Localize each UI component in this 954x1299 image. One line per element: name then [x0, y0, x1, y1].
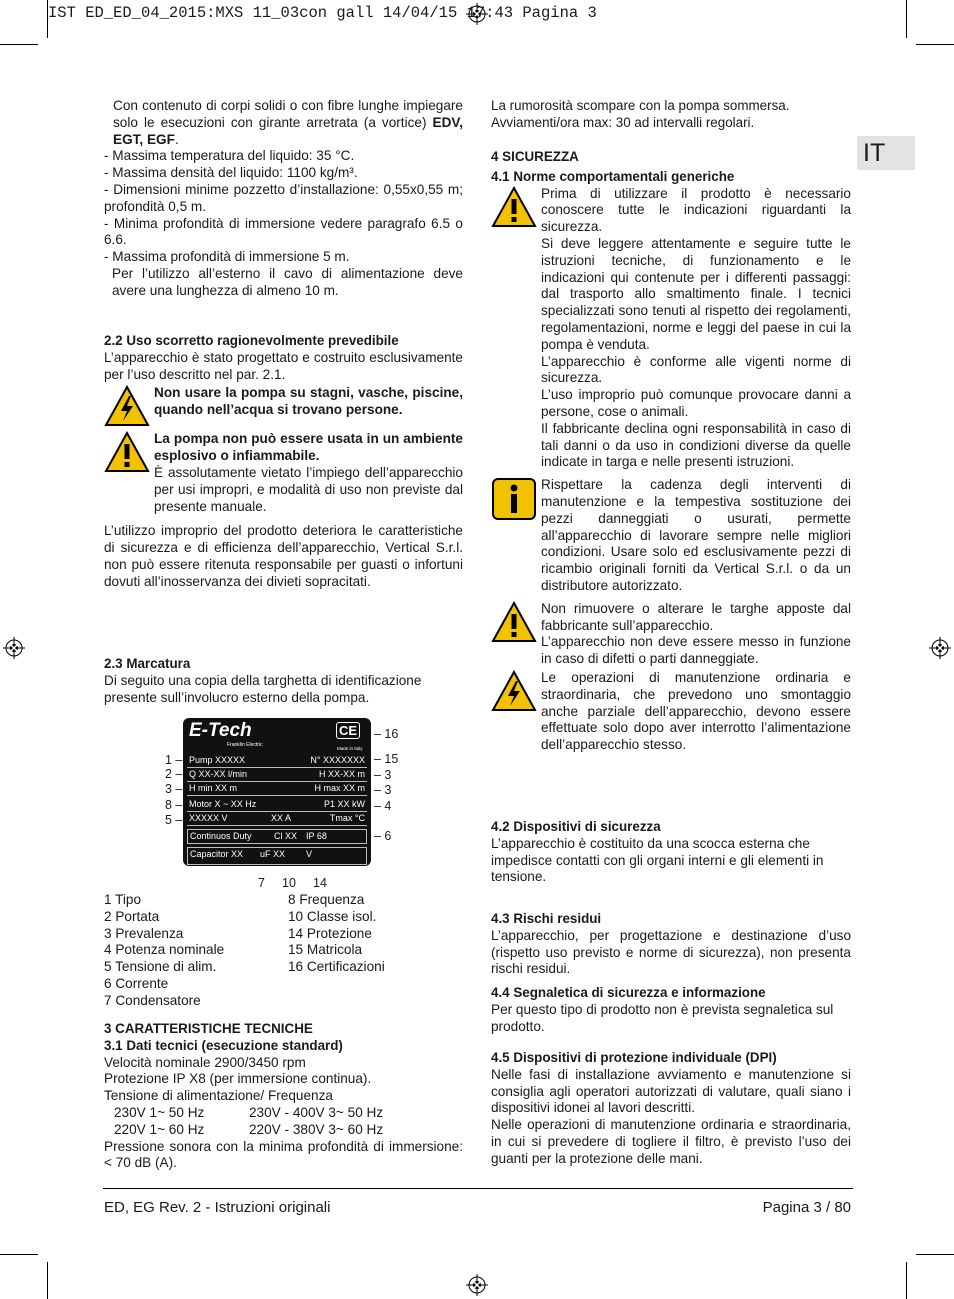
crop-mark — [916, 1254, 954, 1255]
residual-risks-text: L’apparecchio, per progettazione e destinazione d’uso (rispetto uso previsto e norme di sicurezza), non presenta rischi residui. — [491, 927, 851, 977]
warning-block-2 — [104, 431, 463, 515]
callout-number: 2 – — [165, 767, 183, 781]
safety-text-2: Si deve leggere attentamente e seguire tutte le istruzioni tecniche, di funzionamento e le indicazioni qui contenute per i differenti passaggi: dal trasporto allo smaltimento finale. I tecnici specializzati sono tenuti al rispetto dei regolamenti, regolamentazioni, norme e leggi del paese in cui la pompa è venduta. — [541, 235, 851, 352]
warning-triangle-icon — [491, 601, 537, 643]
ce-mark: CE — [336, 722, 360, 739]
warning-text-2-bold: La pompa non può essere usata in un ambiente esplosivo o infiammabile. — [154, 431, 463, 464]
section-4-5 — [491, 1050, 851, 1168]
print-header: IST ED_ED_04_2015:MXS 11_03con gall 14/04/15 17:43 Pagina 3 — [48, 4, 597, 22]
callout-number: 10 — [282, 876, 296, 890]
heading-3: 3 CARATTERISTICHE TECNICHE — [104, 1021, 313, 1036]
bullet-temperature: - Massima temperatura del liquido: 35 °C. — [104, 148, 355, 164]
plates-text-2: L’apparecchio non deve essere messo in funzione in caso di difetti o parti danneggiate. — [541, 634, 851, 667]
legend-item: 6 Corrente — [104, 975, 169, 991]
noise-line: La rumorosità scompare con la pompa sommersa. — [491, 98, 790, 113]
heading-4-2: 4.2 Dispositivi di sicurezza — [491, 819, 661, 834]
bullet-min-depth: - Minima profondità di immersione vedere paragrafo 6.5 o 6.6. — [104, 215, 463, 248]
warning-triangle-icon — [491, 186, 537, 228]
protection-line: Protezione IP X8 (per immersione continua). — [104, 1071, 372, 1087]
language-tab: IT — [857, 136, 915, 170]
crop-mark — [0, 1254, 38, 1255]
legend-left — [104, 892, 284, 1010]
callout-number: – 3 — [374, 768, 392, 782]
callout-number: – 15 — [374, 752, 399, 766]
heading-2-2: 2.2 Uso scorretto ragionevolmente prevedibile — [104, 333, 399, 348]
callout-number: 5 – — [165, 813, 183, 827]
maintenance-text: Le operazioni di manutenzione ordinaria e straordinaria, che prevedono uno smontaggio anche parziale dell’apparecchio, devono essere effettuate solo dopo aver interrotto l’alimentazione dell’apparecchio stesso. — [541, 669, 851, 753]
voltage-row-50: 230V 1~ 50 Hz 230V - 400V 3~ 50 Hz — [114, 1104, 384, 1120]
plates-text-1: Non rimuovere o alterare le targhe apposte dal fabbricante sull’apparecchio. — [541, 600, 851, 633]
voltage-title: Tensione di alimentazione/ Frequenza — [104, 1088, 333, 1104]
starts-line: Avviamenti/ora max: 30 ad intervalli regolari. — [491, 114, 755, 130]
callout-number: 14 — [313, 876, 327, 890]
bullet-max-depth: - Massima profondità di immersione 5 m. — [104, 249, 350, 265]
right-intro — [491, 98, 851, 132]
crop-mark — [906, 1262, 907, 1299]
section-4-4 — [491, 985, 851, 1035]
heading-2-3: 2.3 Marcatura — [104, 656, 191, 671]
heading-4-3: 4.3 Rischi residui — [491, 911, 602, 926]
crop-mark — [0, 44, 38, 45]
warning-triangle-icon — [104, 431, 150, 473]
heading-4-1: 4.1 Norme comportamentali generiche — [491, 168, 735, 184]
solids-paragraph: Con contenuto di corpi solidi o con fibre lunghe impiegare solo le esecuzioni con girante arretrata (a vortice) EDV, EGT, EGF. — [113, 98, 463, 147]
callout-number: – 4 — [374, 799, 392, 813]
heading-3-1: 3.1 Dati tecnici (esecuzione standard) — [104, 1037, 343, 1053]
info-text: Rispettare la cadenza degli interventi di manutenzione e la tempestiva sostituzione dei pezzi danneggiati o usurati, permette all’apparecchio di lavorare sempre nelle migliori condizioni. Usare solo ed esclusivamente pezzi di ricambio originali forniti da Vertical S.r.l. o da un distributore autorizzato. — [541, 477, 851, 593]
heading-4-5: 4.5 Dispositivi di protezione individuale (DPI) — [491, 1050, 777, 1065]
bullet-pit: - Dimensioni minime pozzetto d’installazione: 0,55x0,55 m; profondità 0,5 m. — [104, 181, 463, 214]
outdoor-cable-paragraph: Per l’utilizzo all’esterno il cavo di alimentazione deve avere una lunghezza di almeno 10 m. — [112, 265, 463, 298]
legend-item: 5 Tensione di alim. — [104, 959, 217, 975]
info-block — [491, 477, 851, 595]
registration-mark-icon — [466, 1274, 488, 1296]
section-2-3 — [104, 656, 463, 706]
safety-text-4: L’uso improprio può comunque provocare danni a persone, cose o animali. — [541, 387, 851, 419]
misuse-paragraph: L’utilizzo improprio del prodotto deteriora le caratteristiche di sicurezza e di efficienza dell’apparecchio, Vertical S.r.l. non può essere ritenuta responsabile per guasti o infortuni dovuti all’inosservanza dei divieti sopracitati. — [104, 523, 463, 589]
crop-mark — [47, 1262, 48, 1299]
brand-subtitle: Franklin Electric — [227, 742, 263, 748]
plate-intro-paragraph: Di seguito una copia della targhetta di identificazione presente sull’involucro esterno della pompa. — [104, 672, 422, 705]
section-4-3 — [491, 911, 851, 978]
legend-item: 4 Potenza nominale — [104, 942, 225, 958]
heading-4-4: 4.4 Segnaletica di sicurezza e informazione — [491, 985, 766, 1000]
footer-page-number: Pagina 3 / 80 — [762, 1199, 851, 1216]
callout-number: – 3 — [374, 783, 392, 797]
maintenance-warning-block — [491, 670, 851, 754]
legend-right — [288, 892, 464, 976]
speed-line: Velocità nominale 2900/3450 rpm — [104, 1054, 306, 1070]
safety-text-5: Il fabbricante declina ogni responsabilità in caso di tali danni o da uso in condizioni diverse da quelle indicate in targa e nelle presenti istruzioni. — [541, 420, 851, 470]
callout-number: – 6 — [374, 829, 392, 843]
ppe-text-2: Nelle operazioni di manutenzione ordinaria e straordinaria, in cui si prevedere di togliere il filtro, è previsto l’uso dei guanti per la protezione delle mani. — [491, 1117, 851, 1166]
footer-rule — [103, 1188, 853, 1189]
legend-item: 14 Protezione — [288, 925, 372, 941]
legend-item: 3 Prevalenza — [104, 925, 184, 941]
legend-item: 1 Tipo — [104, 892, 142, 907]
legend-item: 8 Frequenza — [288, 892, 365, 907]
callout-number: 3 – — [165, 782, 183, 796]
callout-number: 8 – — [165, 798, 183, 812]
registration-mark-icon — [3, 637, 25, 659]
sound-pressure-line: Pressione sonora con la minima profondità di immersione: < 70 dB (A). — [104, 1138, 463, 1171]
left-column — [104, 98, 463, 300]
callout-number: – 16 — [374, 727, 399, 741]
voltage-row-60: 220V 1~ 60 Hz 220V - 380V 3~ 60 Hz — [114, 1121, 384, 1137]
info-icon — [491, 477, 537, 521]
crop-mark — [906, 0, 907, 38]
warning-block-1 — [104, 385, 463, 427]
safety-devices-text: L’apparecchio è costituito da una scocca esterna che impedisce contatti con gli organi interni e gli elementi in tensione. — [491, 835, 824, 885]
safety-text-3: L’apparecchio è conforme alle vigenti norme di sicurezza. — [541, 353, 851, 386]
brand-logo: E-Tech — [189, 720, 252, 741]
legend-item: 2 Portata — [104, 908, 160, 924]
electric-hazard-icon — [491, 670, 537, 712]
nameplate-image: E-Tech Franklin Electric CE Made in Italy Pump XXXXX N° XXXXXXX Q XX-XX l/min H XX-XX m H min XX m H max XX m Motor X ~ XX Hz P1 XX kW XXXXX V XX A Tmax °C Continuos Duty Cl XX IP 68 Capacitor XX uF XX V — [183, 718, 371, 866]
bullet-density: - Massima densità del liquido: 1100 kg/m³. — [104, 165, 358, 181]
section-4 — [491, 149, 851, 754]
callout-number: 1 – — [165, 753, 183, 767]
signage-text: Per questo tipo di prodotto non è prevista segnaletica sul prodotto. — [491, 1001, 834, 1034]
legend-item: 15 Matricola — [288, 942, 363, 958]
warning-text-2: È assolutamente vietato l’impiego dell’apparecchio per usi impropri, e modalità di uso non previste dal presente manuale. — [154, 464, 463, 514]
made-in-italy: Made in Italy — [337, 746, 363, 751]
crop-mark — [916, 44, 954, 45]
legend-item: 16 Certificazioni — [288, 959, 385, 975]
safety-text-1: Prima di utilizzare il prodotto è necessario conoscere tutte le indicazioni riguardanti la sicurezza. — [541, 185, 851, 235]
section-3 — [104, 1021, 463, 1172]
intended-use-paragraph: L’apparecchio è stato progettato e costruito esclusivamente per l’uso descritto nel par. 2.1. — [104, 349, 463, 382]
section-4-2 — [491, 819, 851, 886]
warning-text-1: Non usare la pompa su stagni, vasche, piscine, quando nell’acqua si trovano persone. — [154, 385, 463, 418]
ppe-text-1: Nelle fasi di installazione avviamento e manutenzione si consiglia agli operatori autorizzati di valutare, quali siano i dispositivi idonei al lavori descritti. — [491, 1066, 851, 1116]
callout-number: 7 — [258, 876, 265, 890]
section-2-2 — [104, 333, 463, 591]
electric-hazard-icon — [104, 385, 150, 427]
registration-mark-icon — [929, 637, 951, 659]
legend-item: 7 Condensatore — [104, 992, 201, 1008]
safety-warning-block — [491, 186, 851, 472]
footer-left: ED, EG Rev. 2 - Istruzioni originali — [104, 1199, 331, 1216]
legend-item: 10 Classe isol. — [288, 908, 377, 924]
plates-warning-block — [491, 601, 851, 668]
heading-4: 4 SICUREZZA — [491, 149, 579, 164]
